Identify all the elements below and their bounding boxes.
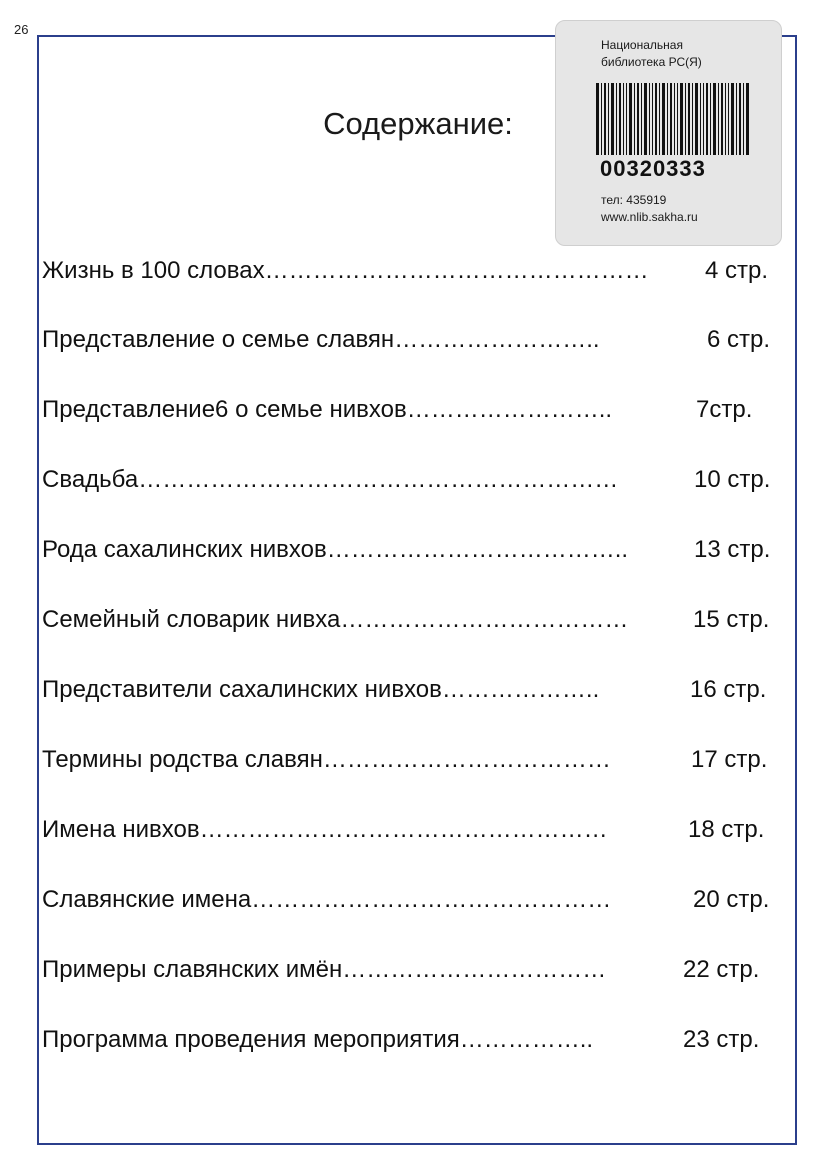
toc-entry-leader: …………………………… bbox=[342, 956, 607, 983]
toc-entry bbox=[42, 1025, 593, 1055]
toc-entry-page: 4 стр. bbox=[705, 257, 769, 284]
toc-entry-leader: …………………….. bbox=[406, 396, 613, 423]
toc-entry-title: Примеры славянских имён bbox=[42, 956, 343, 983]
page-number: 26 bbox=[14, 22, 29, 37]
toc-entry-leader: …………………….. bbox=[394, 326, 600, 353]
toc-entry-page: 7стр. bbox=[696, 396, 753, 423]
toc-entry-leader: ……………………………………… bbox=[251, 886, 612, 913]
toc-entry-title: Рода сахалинских нивхов bbox=[42, 536, 327, 563]
toc-entry-title: Жизнь в 100 словах bbox=[42, 257, 265, 284]
page-title: Содержание: bbox=[323, 106, 513, 141]
library-name-line-1: Национальная bbox=[601, 38, 683, 52]
toc-entry-page: 15 стр. bbox=[693, 606, 770, 633]
toc-entry-leader: ……………………………….. bbox=[326, 536, 629, 563]
toc-entry bbox=[42, 815, 608, 845]
toc-entry-title: Свадьба bbox=[42, 466, 139, 493]
library-name bbox=[601, 37, 771, 71]
toc-entry bbox=[42, 955, 606, 985]
barcode-number: 00320333 bbox=[600, 156, 706, 181]
toc-entry-page: 13 стр. bbox=[694, 536, 771, 563]
toc-entry-page: 22 стр. bbox=[683, 956, 760, 983]
toc-entry-title: Термины родства славян bbox=[42, 746, 323, 773]
toc-entry-title: Представители сахалинских нивхов bbox=[42, 676, 442, 703]
toc-entry-title: Имена нивхов bbox=[42, 816, 200, 843]
toc-entry-leader: …………….. bbox=[459, 1026, 594, 1053]
toc-entry bbox=[42, 325, 600, 355]
toc-entry bbox=[42, 395, 612, 425]
toc-entry-title: Представление о семье славян bbox=[42, 326, 395, 353]
toc-entry-leader: …………………………………………………… bbox=[138, 466, 619, 493]
toc-entry-title: Славянские имена bbox=[42, 886, 252, 913]
library-website: www.nlib.sakha.ru bbox=[601, 210, 698, 224]
toc-entry-leader: …………………………………………… bbox=[199, 816, 608, 843]
toc-entry-title: Программа проведения мероприятия bbox=[42, 1026, 460, 1053]
toc-entry-leader: ……………….. bbox=[441, 676, 600, 703]
toc-entry bbox=[42, 605, 628, 635]
toc-entry bbox=[42, 535, 628, 565]
toc-entry-page: 16 стр. bbox=[690, 676, 767, 703]
toc-entry-page: 6 стр. bbox=[707, 326, 771, 353]
library-barcode-sticker bbox=[555, 20, 782, 246]
library-phone: тел: 435919 bbox=[601, 193, 667, 207]
toc-entry-page: 10 стр. bbox=[694, 466, 771, 493]
toc-entry-page: 20 стр. bbox=[693, 886, 770, 913]
toc-entry bbox=[42, 675, 599, 705]
library-name-line-2: библиотека РС(Я) bbox=[601, 55, 702, 69]
toc-entry-leader: ……………………………… bbox=[322, 746, 611, 773]
toc-entry-page: 18 стр. bbox=[688, 816, 765, 843]
toc-entry-page: 17 стр. bbox=[691, 746, 768, 773]
toc-entry-leader: ………………………………………… bbox=[264, 257, 649, 284]
toc-entry bbox=[42, 256, 649, 286]
toc-entry-page: 23 стр. bbox=[683, 1026, 760, 1053]
toc-entry-title: Семейный словарик нивха bbox=[42, 606, 341, 633]
toc-entry bbox=[42, 745, 611, 775]
toc-entry bbox=[42, 885, 611, 915]
toc-entry bbox=[42, 465, 618, 495]
toc-entry-leader: ……………………………… bbox=[340, 606, 629, 633]
toc-entry-title: Представление6 о семье нивхов bbox=[42, 396, 407, 423]
